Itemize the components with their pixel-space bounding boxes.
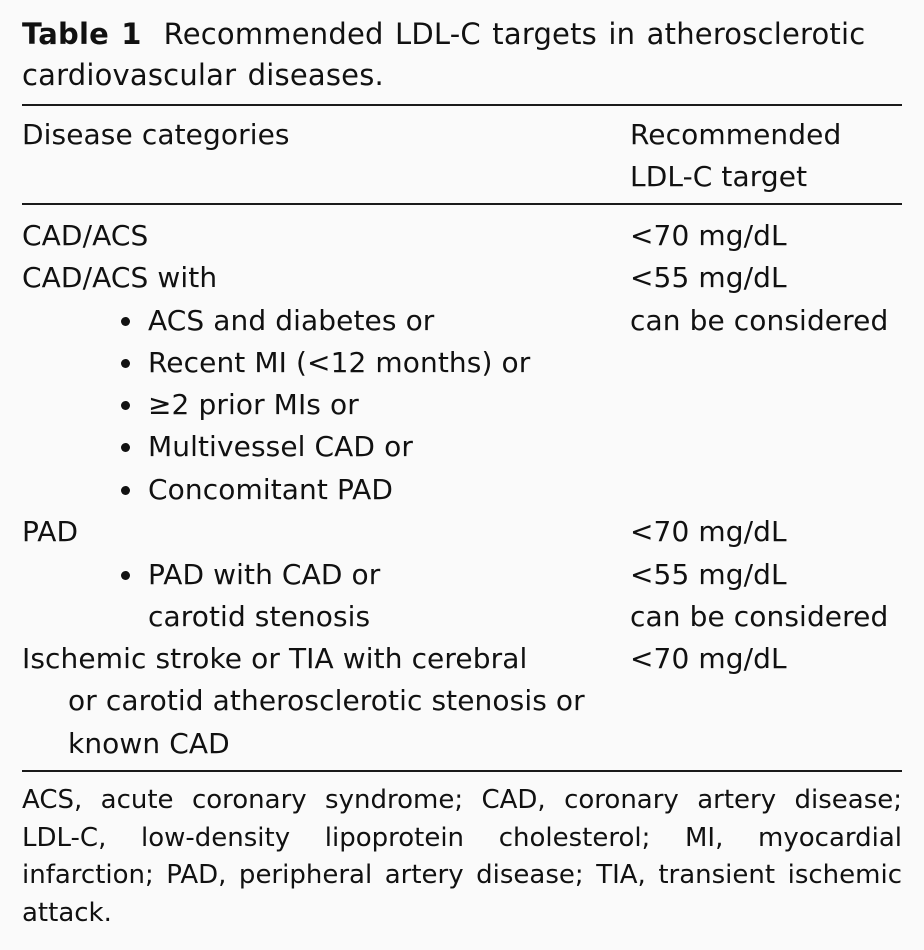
bullet-icon	[121, 571, 130, 580]
row-stroke-target: <70 mg/dL	[630, 642, 787, 675]
row-stroke-category-line1: Ischemic stroke or TIA with cerebral	[22, 642, 528, 675]
bottom-rule	[22, 770, 902, 772]
top-rule	[22, 104, 902, 106]
row-pad-target: <70 mg/dL	[630, 515, 787, 548]
table-footnote: ACS, acute coronary syndrome; CAD, coronary artery disease; LDL-C, low-density lipoprotein cholesterol; MI, myocardial infarction; PAD, peripheral artery disease; TIA, transient ischemic attack.	[22, 785, 902, 928]
header-target-line2: LDL-C target	[630, 160, 808, 193]
row-cad-acs-category: CAD/ACS	[22, 219, 149, 252]
bullet-icon	[121, 486, 130, 495]
header-disease-categories: Disease categories	[22, 118, 290, 151]
row-stroke-category-line2: or carotid atherosclerotic stenosis or	[68, 684, 585, 717]
table-caption-text: Recommended LDL-C targets in atherosclerotic cardiovascular diseases.	[22, 17, 866, 92]
bullet-recent-mi: Recent MI (<12 months) or	[148, 346, 531, 379]
header-target-line1: Recommended	[630, 118, 842, 151]
row-pad-sub-target: <55 mg/dL	[630, 558, 787, 591]
bullet-pad-with-cad-line1: PAD with CAD or	[148, 558, 381, 591]
table-caption	[22, 14, 902, 96]
row-stroke-category-line3: known CAD	[68, 727, 230, 760]
bullet-icon	[121, 317, 130, 326]
row-pad-sub-target-note: can be considered	[630, 600, 889, 633]
bullet-icon	[121, 401, 130, 410]
header-rule	[22, 203, 902, 205]
bullet-prior-mis: ≥2 prior MIs or	[148, 388, 359, 421]
row-cad-acs-target: <70 mg/dL	[630, 219, 787, 252]
bullet-concomitant-pad: Concomitant PAD	[148, 473, 394, 506]
row-cad-acs-with-category: CAD/ACS with	[22, 261, 218, 294]
bullet-acs-diabetes: ACS and diabetes or	[148, 304, 435, 337]
row-pad-category: PAD	[22, 515, 79, 548]
bullet-icon	[121, 443, 130, 452]
row-cad-acs-with-target-note: can be considered	[630, 304, 889, 337]
row-cad-acs-with-target: <55 mg/dL	[630, 261, 787, 294]
bullet-icon	[121, 359, 130, 368]
table-caption-label: Table 1	[22, 17, 142, 51]
bullet-multivessel-cad: Multivessel CAD or	[148, 430, 413, 463]
bullet-pad-with-cad-line2: carotid stenosis	[148, 600, 371, 633]
